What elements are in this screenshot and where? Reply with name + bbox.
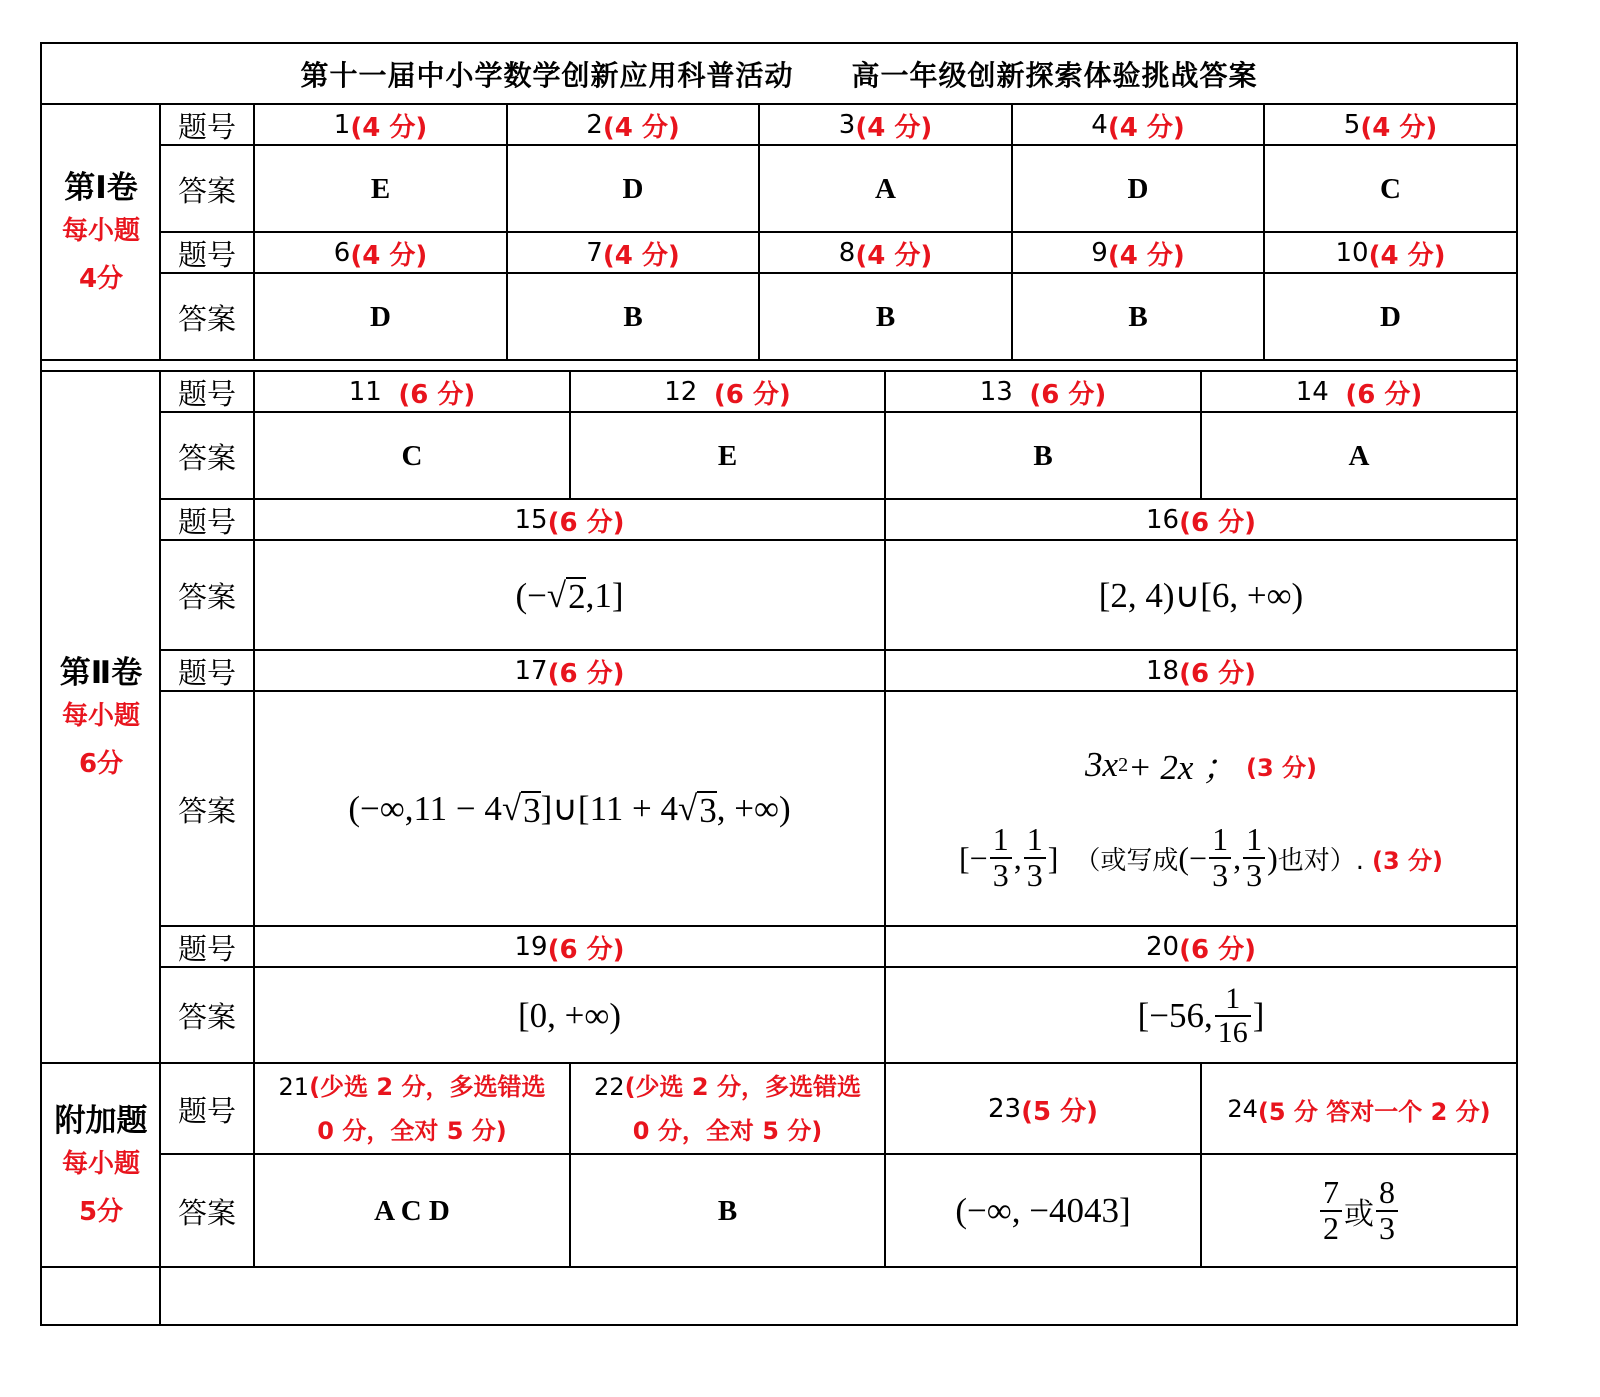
answer-13: B	[1033, 439, 1053, 472]
math-text: ,1]	[585, 575, 624, 615]
question-21-header-line-1	[279, 1065, 546, 1109]
answer-14: A	[1348, 439, 1370, 472]
math-text: + 2x ；	[1128, 748, 1238, 787]
sqrt-radicand: 3	[523, 790, 541, 830]
answer-21: A C D	[374, 1194, 450, 1227]
question-7-header	[508, 233, 758, 273]
math-text: (−	[515, 575, 547, 615]
question-number: 21	[278, 1073, 310, 1101]
question-number: 5	[1343, 110, 1361, 140]
fraction-denominator: 3	[1026, 857, 1043, 893]
question-19-header	[255, 927, 884, 967]
answer-18	[886, 692, 1516, 926]
math-text: (−∞,11 − 4	[348, 789, 502, 828]
question-number: 24	[1227, 1095, 1258, 1123]
math-text: , +∞)	[716, 789, 791, 828]
sqrt-sign: √	[501, 789, 522, 828]
fraction-numerator: 1	[990, 823, 1012, 859]
fraction	[1243, 823, 1265, 892]
question-20-header	[886, 927, 1516, 967]
sqrt-radicand: 2	[568, 577, 586, 616]
question-number: 13	[979, 377, 1013, 407]
question-points: (少选 2 分，多选错选	[624, 1073, 861, 1101]
question-points: (4 分)	[602, 240, 680, 271]
section-3-header	[42, 1064, 160, 1267]
answer-18-line-2	[886, 810, 1516, 906]
answer-17	[255, 692, 884, 926]
part-points: (3 分)	[1245, 753, 1317, 782]
fraction-denominator: 3	[1379, 1210, 1395, 1246]
fraction	[1215, 983, 1251, 1048]
fraction-numerator: 1	[1209, 823, 1231, 859]
question-number: 8	[838, 238, 856, 268]
math-text: (−	[1178, 839, 1208, 876]
question-points: 0 分，全对 5 分)	[317, 1117, 507, 1145]
label-answer: 答案	[177, 793, 236, 828]
fraction-numerator: 1	[1243, 823, 1265, 859]
label-question-no: 题号	[177, 504, 236, 539]
part-points: (3 分)	[1372, 846, 1443, 875]
question-11-header	[255, 372, 569, 412]
question-number: 17	[514, 656, 548, 686]
fraction-denominator: 3	[1246, 857, 1263, 893]
label-question-no: 题号	[177, 109, 236, 144]
question-2-header	[508, 105, 758, 145]
question-22-header-line-1	[594, 1065, 861, 1109]
answer-9: B	[1128, 300, 1148, 333]
fraction-denominator: 3	[992, 857, 1009, 893]
note-text: （或写成	[1074, 845, 1179, 876]
answer-24	[1202, 1155, 1516, 1267]
question-number: 23	[987, 1094, 1022, 1124]
question-3-header	[760, 105, 1011, 145]
question-points: (4 分)	[1107, 240, 1185, 271]
question-number: 3	[838, 110, 856, 140]
question-15-header	[255, 500, 884, 540]
question-number: 18	[1145, 656, 1180, 686]
section-1-rule: 每小题	[61, 216, 140, 246]
answer-20	[886, 968, 1516, 1063]
sqrt-radicand: 3	[699, 790, 717, 830]
question-9-header	[1013, 233, 1263, 273]
fraction	[990, 823, 1012, 892]
math-text: [−	[959, 839, 988, 876]
question-10-header	[1265, 233, 1516, 273]
math-text: ]	[1252, 995, 1265, 1035]
question-number: 16	[1145, 505, 1180, 535]
sqrt-sign: √	[546, 575, 567, 615]
question-points: (4 分)	[1107, 112, 1185, 143]
math-text: [−56,	[1137, 995, 1213, 1035]
answer-12: E	[717, 439, 738, 472]
question-number: 20	[1145, 932, 1180, 962]
question-number: 1	[333, 110, 351, 140]
question-points: (6 分)	[1179, 934, 1256, 965]
answer-2: D	[622, 172, 644, 205]
question-21-header	[255, 1064, 569, 1154]
answer-6: D	[370, 300, 391, 333]
question-12-header	[571, 372, 884, 412]
question-points: (4 分)	[1360, 112, 1438, 143]
question-number: 12	[664, 377, 698, 407]
fraction-numerator: 1	[1024, 823, 1046, 859]
section-3-rule-points: 5分	[78, 1197, 124, 1227]
answer-19: [0, +∞)	[517, 995, 621, 1035]
fraction-denominator: 16	[1217, 1015, 1248, 1049]
answer-10: D	[1380, 300, 1401, 333]
question-number: 2	[586, 110, 603, 140]
answer-7: B	[623, 300, 643, 333]
question-8-header	[760, 233, 1011, 273]
math-superscript: 2	[1118, 753, 1129, 776]
label-question-no: 题号	[177, 655, 236, 690]
answer-11: C	[401, 439, 423, 472]
fraction-numerator: 8	[1376, 1176, 1398, 1212]
fraction-denominator: 3	[1212, 857, 1229, 893]
question-points: (6 分)	[1179, 658, 1256, 689]
label-question-no: 题号	[177, 1093, 236, 1128]
question-number: 19	[514, 932, 548, 962]
section-1-header	[42, 105, 160, 360]
question-points: (6 分)	[1345, 379, 1423, 410]
question-points: (4 分)	[855, 240, 933, 271]
answer-22: B	[717, 1194, 738, 1227]
question-number: 4	[1091, 110, 1108, 140]
question-18-header	[886, 651, 1516, 691]
label-question-no: 题号	[177, 237, 236, 272]
label-answer: 答案	[177, 580, 236, 614]
answer-8: B	[875, 300, 896, 333]
page-title: 第十一届中小学数学创新应用科普活动 高一年级创新探索体验挑战答案	[300, 59, 1258, 92]
question-points: (少选 2 分，多选错选	[309, 1073, 546, 1101]
question-13-header	[886, 372, 1200, 412]
sqrt-sign: √	[678, 789, 698, 828]
fraction	[1209, 823, 1231, 892]
answer-16: [2, 4)∪[6, +∞)	[1098, 575, 1304, 615]
question-points: (5 分)	[1021, 1096, 1098, 1127]
question-number: 15	[514, 505, 548, 535]
question-16-header	[886, 500, 1516, 540]
label-question-no: 题号	[177, 376, 236, 411]
label-answer: 答案	[177, 173, 236, 208]
fraction	[1024, 823, 1046, 892]
math-text: ,	[1013, 839, 1022, 876]
label-answer: 答案	[177, 1195, 236, 1230]
question-number: 6	[333, 238, 351, 268]
question-number: 7	[586, 238, 603, 268]
math-text: 3x	[1085, 745, 1119, 784]
question-17-header	[255, 651, 884, 691]
math-text: 或	[1344, 1197, 1374, 1232]
section-2-rule-points: 6分	[78, 748, 124, 779]
answer-4: D	[1127, 172, 1149, 205]
question-points: (6 分)	[1179, 507, 1256, 538]
question-points: (6 分)	[1029, 379, 1107, 410]
note-text: 也对）.	[1277, 845, 1364, 876]
question-points: (6 分)	[547, 658, 625, 689]
question-points: (6 分)	[547, 934, 625, 965]
question-6-header	[255, 233, 506, 273]
section-3-rule: 每小题	[61, 1149, 140, 1179]
question-number: 10	[1335, 238, 1369, 268]
question-number: 22	[594, 1073, 625, 1101]
answer-15	[255, 541, 884, 650]
frame-bottom	[40, 1324, 1518, 1326]
question-1-header	[255, 105, 506, 145]
question-points: (5 分 答对一个 2 分)	[1257, 1097, 1491, 1126]
question-24-header	[1202, 1064, 1516, 1154]
question-22-header	[571, 1064, 884, 1154]
math-text: ]∪[11 + 4	[540, 789, 679, 828]
question-points: (4 分)	[350, 112, 428, 143]
answer-23: (−∞, −4043]	[955, 1191, 1131, 1230]
section-1-name: 第Ⅰ卷	[64, 170, 138, 206]
fraction	[1376, 1176, 1398, 1245]
frame-right	[1516, 42, 1518, 1326]
math-text: )	[1267, 839, 1278, 876]
question-points: (4 分)	[350, 240, 428, 271]
question-points: (6 分)	[713, 379, 791, 410]
question-number: 11	[348, 377, 382, 407]
section-2-rule: 每小题	[61, 700, 140, 731]
math-text: ]	[1047, 839, 1059, 876]
fraction	[1320, 1176, 1342, 1245]
fraction-denominator: 2	[1323, 1210, 1339, 1246]
question-5-header	[1265, 105, 1516, 145]
label-question-no: 题号	[177, 931, 236, 966]
section-1-rule-points: 4分	[78, 264, 124, 294]
question-23-header	[886, 1064, 1200, 1154]
label-answer: 答案	[177, 301, 236, 336]
answer-1: E	[370, 172, 391, 205]
label-answer: 答案	[177, 440, 236, 475]
question-14-header	[1202, 372, 1516, 412]
math-text: ,	[1233, 839, 1242, 876]
question-number: 14	[1295, 377, 1329, 407]
question-points: (6 分)	[547, 507, 625, 538]
question-points: 0 分，全对 5 分)	[632, 1117, 823, 1145]
answer-5: C	[1380, 172, 1401, 205]
question-number: 9	[1091, 238, 1108, 268]
question-4-header	[1013, 105, 1263, 145]
question-points: (4 分)	[1368, 240, 1446, 271]
question-points: (6 分)	[398, 379, 476, 410]
fraction-numerator: 7	[1320, 1176, 1342, 1212]
fraction-numerator: 1	[1215, 983, 1251, 1017]
question-points: (4 分)	[855, 112, 933, 143]
section-2-header	[42, 372, 160, 1062]
section-3-name: 附加题	[54, 1103, 148, 1139]
question-points: (4 分)	[602, 112, 680, 143]
answer-18-line-1	[886, 730, 1516, 800]
answer-3: A	[875, 172, 896, 205]
label-answer: 答案	[177, 1000, 236, 1034]
section-2-name: 第Ⅱ卷	[59, 654, 143, 691]
